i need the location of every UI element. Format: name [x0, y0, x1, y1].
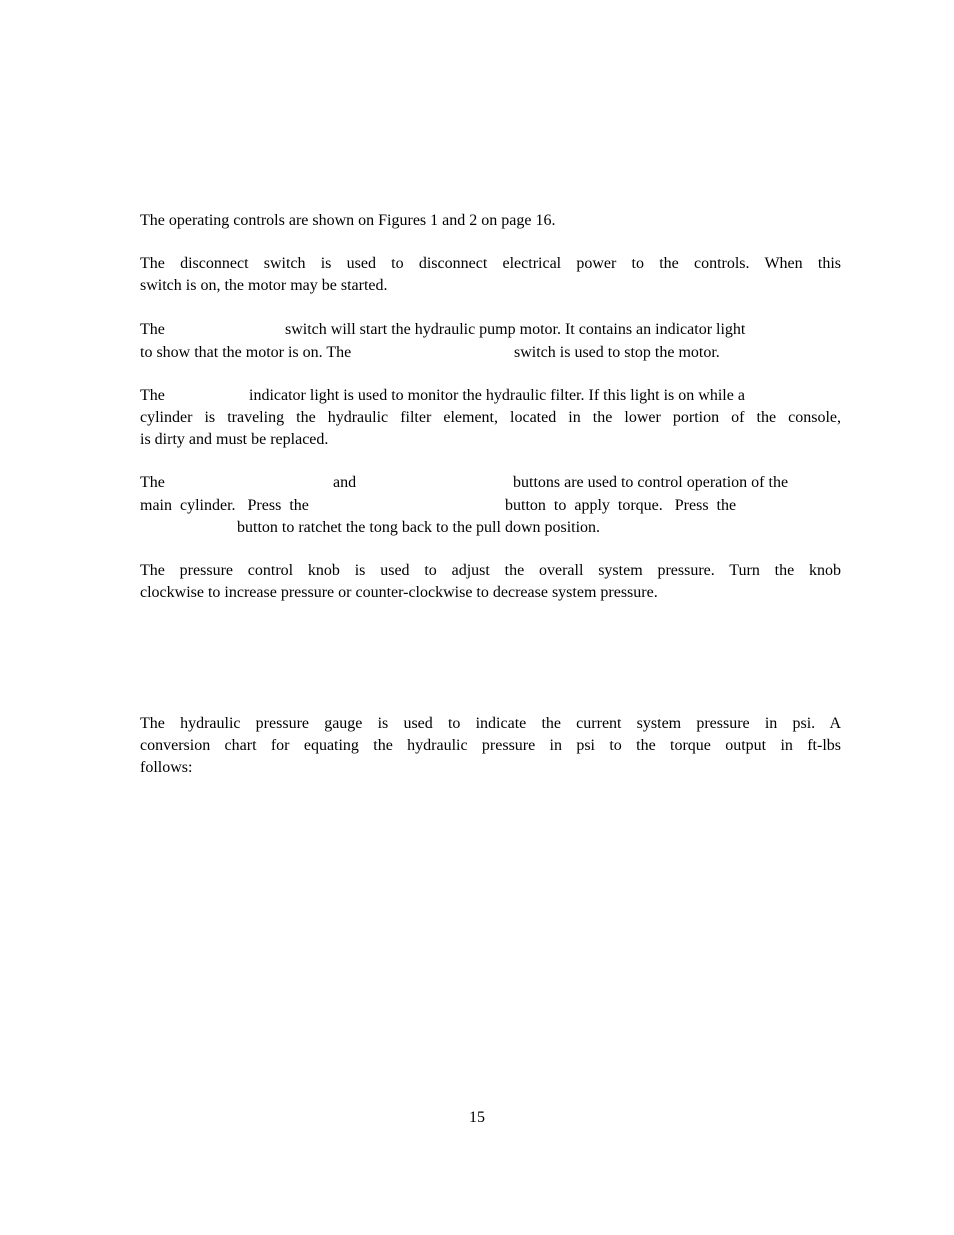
para4-line1-end: indicator light is used to monitor the hydraulic filter. If this light is on while a: [249, 387, 745, 404]
para5-line2-end: button to apply torque. Press the: [505, 497, 737, 514]
para7-line2: conversion chart for equating the hydraulic pressure in psi to the torque output in ft-lbs: [140, 737, 841, 754]
para2-line2: switch is on, the motor may be started.: [140, 277, 388, 294]
para4-line2: cylinder is traveling the hydraulic filter element, located in the lower portion of the console,: [140, 409, 841, 426]
para5-line1-end: buttons are used to control operation of the: [513, 474, 789, 491]
page-number: 15: [469, 1109, 485, 1126]
para4-line1-start: The: [140, 387, 165, 404]
para4-line1: [140, 385, 841, 407]
para7-line1: The hydraulic pressure gauge is used to indicate the current system pressure in psi. A: [140, 715, 841, 732]
para3-line2: [140, 342, 841, 364]
para5-line3: [140, 517, 841, 539]
para3-line1-end: switch will start the hydraulic pump motor. It contains an indicator light: [285, 321, 746, 338]
para5-line2: [140, 495, 841, 517]
para7-line3: follows:: [140, 759, 193, 776]
para5-line3-text: button to ratchet the tong back to the pull down position.: [237, 519, 601, 536]
para3-line1: [140, 319, 841, 341]
para4-line3: is dirty and must be replaced.: [140, 431, 329, 448]
para3-line2-end: switch is used to stop the motor.: [514, 344, 720, 361]
para3-line2-start: to show that the motor is on. The: [140, 344, 352, 361]
para2-line1: The disconnect switch is used to disconnect electrical power to the controls. When this: [140, 255, 841, 272]
para5-line2-start: main cylinder. Press the: [140, 497, 309, 514]
para6-line2: clockwise to increase pressure or counter-clockwise to decrease system pressure.: [140, 584, 658, 601]
para1-line1: The operating controls are shown on Figures 1 and 2 on page 16.: [140, 212, 556, 229]
para5-line1: [140, 472, 841, 494]
para5-line1-start: The: [140, 474, 165, 491]
para5-line1-mid: and: [333, 474, 357, 491]
para3-line1-start: The: [140, 321, 165, 338]
para6-line1: The pressure control knob is used to adjust the overall system pressure. Turn the knob: [140, 562, 841, 579]
